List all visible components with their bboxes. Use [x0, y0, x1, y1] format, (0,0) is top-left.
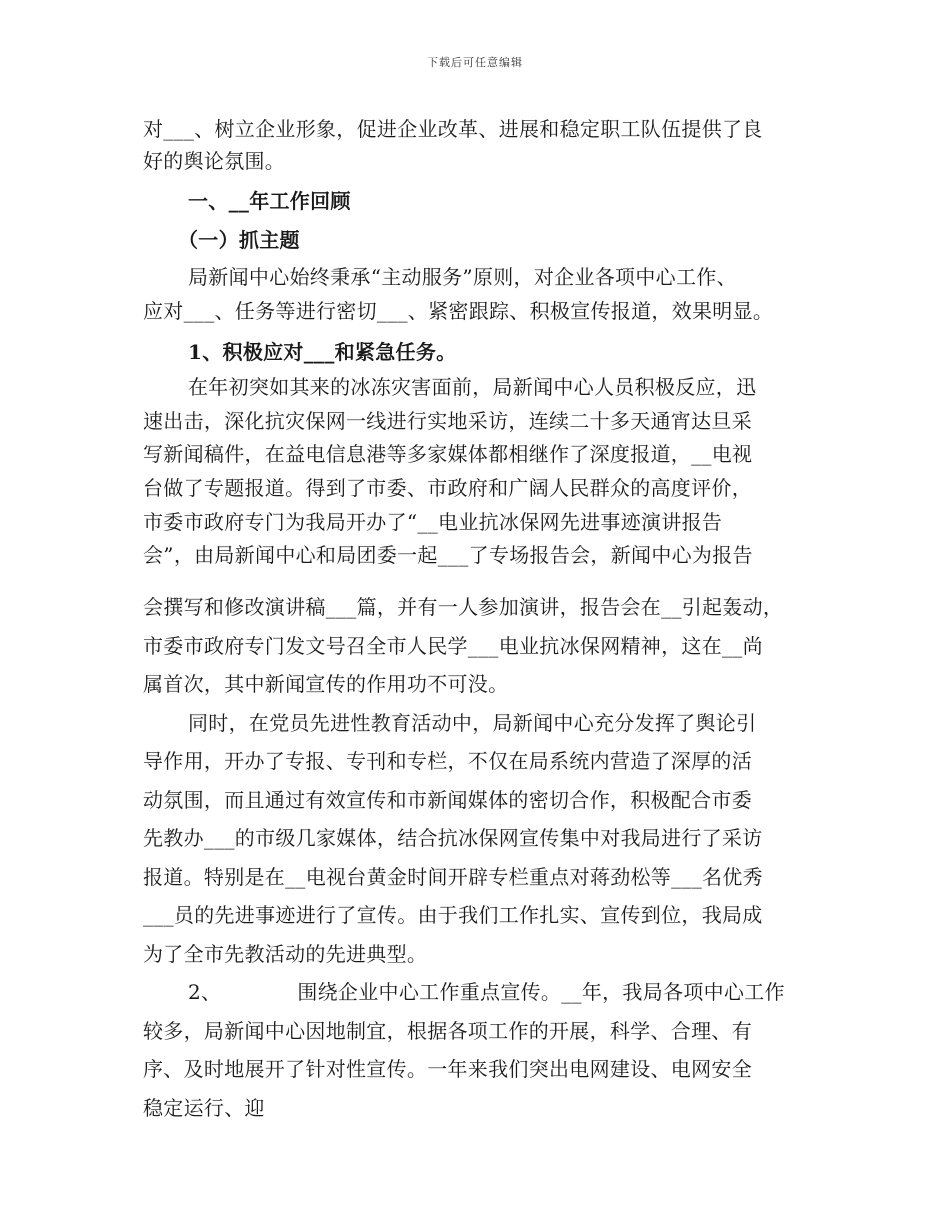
item-number: 2、 [188, 980, 222, 1004]
body-line: 为了全市先教活动的先进典型。 [143, 942, 428, 966]
body-line: 属首次，其中新闻宣传的作用功不可没。 [143, 672, 509, 696]
item-line [188, 978, 785, 1006]
page-header: 下载后可任意编辑 [427, 56, 523, 69]
paragraph-start: 同时，在党员先进性教育活动中，局新闻中心充分发挥了舆论引 [188, 711, 757, 735]
body-line: 稳定运行、迎 [143, 1096, 265, 1120]
body-line: 动氛围，而且通过有效宣传和市新闻媒体的密切合作，积极配合市委 [143, 788, 752, 812]
body-line: 先教办___的市级几家媒体，结合抗冰保网宣传集中对我局进行了采访 [143, 826, 763, 850]
body-line: 台做了专题报道。得到了市委、市政府和广阔人民群众的高度评价， [143, 476, 752, 500]
body-line: 对___、树立企业形象，促进企业改革、进展和稳定职工队伍提供了良 [143, 117, 763, 141]
body-line: 写新闻稿件，在益电信息港等多家媒体都相继作了深度报道，__电视 [143, 442, 753, 466]
item-heading: 1、积极应对___和紧急任务。 [188, 340, 457, 364]
section-heading: 一、__年工作回顾 [188, 189, 351, 213]
body-line: 导作用，开办了专报、专刊和专栏，不仅在局系统内营造了深厚的活 [143, 749, 752, 773]
subsection-heading: （一）抓主题 [178, 228, 300, 252]
body-line: 会撰写和修改演讲稿___篇，并有一人参加演讲，报告会在__引起轰动， [143, 595, 784, 619]
body-line: 会”，由局新闻中心和局团委一起___了专场报告会，新闻中心为报告 [143, 543, 753, 567]
body-line: 应对___、任务等进行密切___、紧密跟踪、积极宣传报道，效果明显。 [143, 299, 774, 323]
body-line: 速出击，深化抗灾保网一线进行实地采访，连续二十多天通宵达旦采 [143, 409, 752, 433]
paragraph-start: 在年初突如其来的冰冻灾害面前，局新闻中心人员积极反应，迅 [188, 375, 757, 399]
body-line: 好的舆论氛围。 [143, 149, 286, 173]
body-line: 市委市政府专门为我局开办了“__电业抗冰保网先进事迹演讲报告 [143, 510, 723, 534]
paragraph-start: 局新闻中心始终秉承“主动服务”原则，对企业各项中心工作、 [188, 265, 737, 289]
body-line: 序、及时地展开了针对性宣传。一年来我们突出电网建设、电网安全 [143, 1057, 752, 1081]
body-line: ___员的先进事迹进行了宣传。由于我们工作扎实、宣传到位，我局成 [143, 903, 763, 927]
body-line: 市委市政府专门发文号召全市人民学___电业抗冰保网精神，这在__尚 [143, 634, 763, 658]
body-line: 报道。特别是在__电视台黄金时间开辟专栏重点对蒋劲松等___名优秀 [143, 865, 763, 889]
item-text: 围绕企业中心工作重点宣传。__年，我局各项中心工作 [297, 980, 785, 1004]
body-line: 较多，局新闻中心因地制宜，根据各项工作的开展，科学、合理、有 [143, 1019, 752, 1043]
